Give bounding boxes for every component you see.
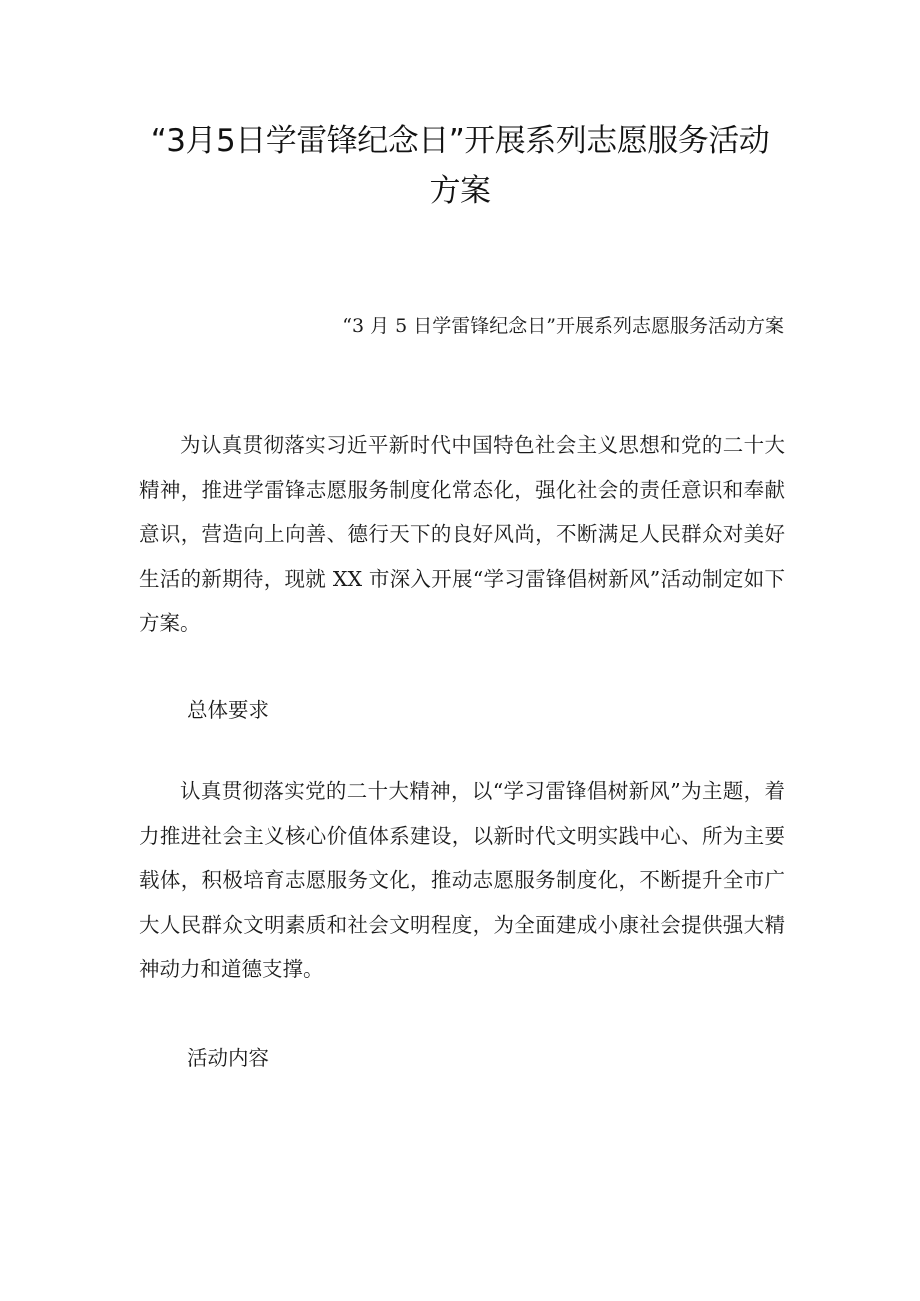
intro-paragraph: 为认真贯彻落实习近平新时代中国特色社会主义思想和党的二十大精神，推进学雷锋志愿服务制度化常态化，强化社会的责任意识和奉献意识，营造向上向善、德行天下的良好风尚，不断满足人民群众对美好生活的新期待，现就 XX 市深入开展“学习雷锋倡树新风”活动制定如下方案。 xyxy=(139,433,785,636)
document-title: “3月5日学雷锋纪念日”开展系列志愿服务活动方案 xyxy=(150,123,770,209)
general-requirements-paragraph: 认真贯彻落实党的二十大精神，以“学习雷锋倡树新风”为主题，着力推进社会主义核心价值体系建设，以新时代文明实践中心、所为主要载体，积极培育志愿服务文化，推动志愿服务制度化，不断提升全市广大人民群众文明素质和社会文明程度，为全面建成小康社会提供强大精神动力和道德支撑。 xyxy=(139,779,785,982)
document-subtitle: “3 月 5 日学雷锋纪念日”开展系列志愿服务活动方案 xyxy=(342,315,784,337)
section-heading-general-requirements: 总体要求 xyxy=(187,698,269,722)
section-heading-activity-content: 活动内容 xyxy=(187,1046,269,1070)
